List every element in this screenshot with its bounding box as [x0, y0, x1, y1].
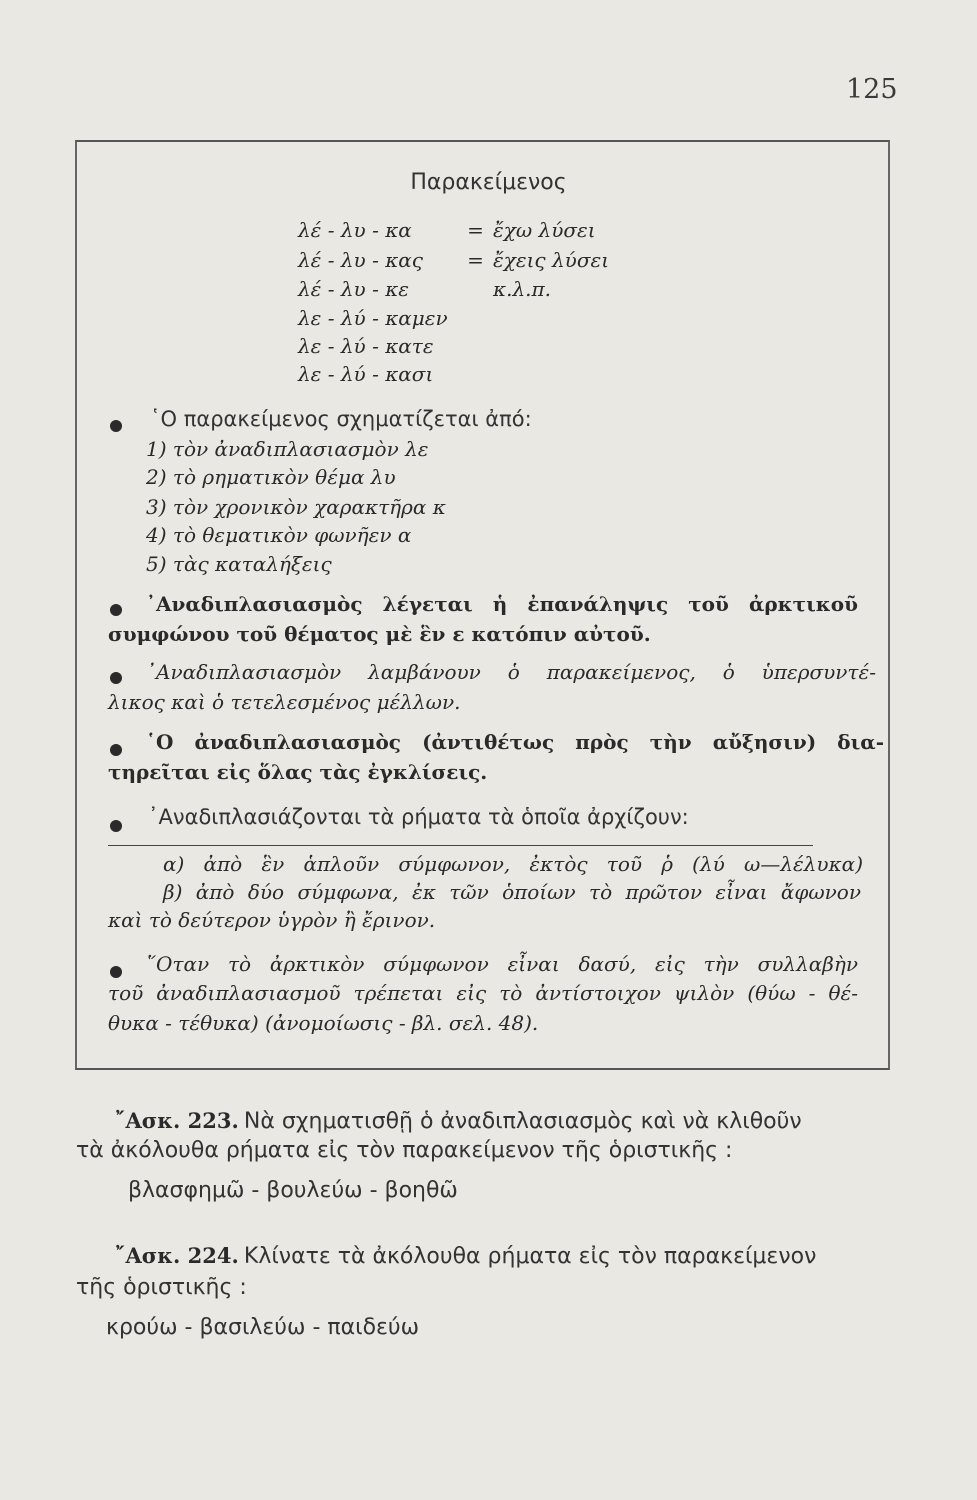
bullet-icon [110, 744, 122, 756]
note-reduplication-moods-line: ῾Ο ἀναδιπλασιασμὸς (ἀντιθέτως πρὸς τὴν αὔξησιν) δια- [146, 730, 884, 754]
bullet-icon [110, 966, 122, 978]
conjugation-row [298, 306, 458, 330]
conjugation-equals: = [467, 248, 484, 272]
bullet-icon [110, 820, 122, 832]
conjugation-meaning: ἔχεις λύσει [493, 248, 610, 272]
conjugation-row [298, 334, 458, 358]
conjugation-form: λε - λύ - κασι [298, 362, 434, 386]
formation-item: 2) τὸ ρηματικὸν θέμα λυ [146, 465, 396, 489]
formation-item: 5) τὰς καταλήξεις [146, 552, 332, 576]
conjugation-meaning: ἔχω λύσει [493, 218, 596, 242]
note-aspirate-line: ῞Οταν τὸ ἀρκτικὸν σύμφωνον εἶναι δασύ, εἰς τὴν συλλαβὴν [146, 952, 858, 976]
exercise-223 [115, 1108, 802, 1134]
exercise-224 [115, 1243, 816, 1269]
conjugation-row [298, 248, 609, 272]
formation-item: 3) τὸν χρονικὸν χαρακτῆρα κ [146, 495, 446, 519]
exercise-label: ῎Ασκ. 223. [115, 1108, 239, 1133]
conjugation-form: λέ - λυ - κα [298, 218, 412, 242]
exercise-words: βλασφημῶ - βουλεύω - βοηθῶ [128, 1178, 458, 1203]
box-title: Παρακείμενος [410, 170, 567, 195]
conjugation-form: λε - λύ - κατε [298, 334, 434, 358]
conjugation-row [298, 277, 551, 301]
formation-item: 1) τὸν ἀναδιπλασιασμὸν λε [146, 437, 429, 461]
bullet-icon [110, 420, 122, 432]
formation-intro: ῾Ο παρακείμενος σχηματίζεται ἀπό: [150, 407, 532, 431]
formation-item: 4) τὸ θεματικὸν φωνῆεν α [146, 523, 412, 547]
note-reduplication-tenses-line: λικος καὶ ὁ τετελεσμένος μέλλων. [108, 690, 461, 714]
exercise-words: κρούω - βασιλεύω - παιδεύω [106, 1315, 420, 1340]
note-aspirate-line: θυκα - τέθυκα) (ἀνομοίωσις - βλ. σελ. 48). [108, 1011, 539, 1035]
conjugation-form: λέ - λυ - κας [298, 248, 424, 272]
reduplication-rule-item: καὶ τὸ δεύτερον ὑγρὸν ἢ ἔρινον. [108, 908, 436, 932]
conjugation-equals: = [467, 218, 484, 242]
conjugation-meaning: κ.λ.π. [493, 277, 552, 301]
divider [108, 845, 813, 846]
page-number: 125 [846, 74, 898, 105]
bullet-icon [110, 604, 122, 616]
exercise-instruction: Κλίνατε τὰ ἀκόλουθα ρήματα εἰς τὸν παρακείμενον [243, 1244, 817, 1269]
bullet-icon [110, 672, 122, 684]
reduplication-rule-item: β) ἀπὸ δύο σύμφωνα, ἐκ τῶν ὁποίων τὸ πρῶτον εἶναι ἄφωνον [163, 880, 861, 904]
note-reduplication-tenses-line: ᾿Αναδιπλασιασμὸν λαμβάνουν ὁ παρακείμενος, ὁ ὑπερσυντέ- [146, 660, 876, 684]
exercise-label: ῎Ασκ. 224. [115, 1243, 239, 1268]
reduplication-rule-item: α) ἀπὸ ἓν ἁπλοῦν σύμφωνον, ἐκτὸς τοῦ ῥ (λύ ω—λέλυκα) [163, 852, 863, 876]
note-reduplication-definition-line: συμφώνου τοῦ θέματος μὲ ἓν ε κατόπιν αὐτοῦ. [108, 622, 651, 646]
conjugation-form: λε - λύ - καμεν [298, 306, 448, 330]
note-reduplication-definition-line: ᾿Αναδιπλασιασμὸς λέγεται ἡ ἐπανάληψις τοῦ ἀρκτικοῦ [146, 592, 858, 616]
note-aspirate-line: τοῦ ἀναδιπλασιασμοῦ τρέπεται εἰς τὸ ἀντίστοιχον ψιλὸν (θύω - θέ- [108, 981, 858, 1005]
exercise-instruction: τὰ ἀκόλουθα ρήματα εἰς τὸν παρακείμενον τῆς ὁριστικῆς : [76, 1138, 733, 1163]
note-reduplicated-verbs-intro: ᾿Αναδιπλασιάζονται τὰ ρήματα τὰ ὁποῖα ἀρχίζουν: [148, 805, 689, 829]
conjugation-form: λέ - λυ - κε [298, 277, 410, 301]
conjugation-row [298, 218, 596, 242]
conjugation-row [298, 362, 458, 386]
exercise-instruction: Νὰ σχηματισθῇ ὁ ἀναδιπλασιασμὸς καὶ νὰ κλιθοῦν [243, 1109, 802, 1134]
note-reduplication-moods-line: τηρεῖται εἰς ὅλας τὰς ἐγκλίσεις. [108, 760, 488, 784]
exercise-instruction: τῆς ὁριστικῆς : [76, 1275, 247, 1300]
